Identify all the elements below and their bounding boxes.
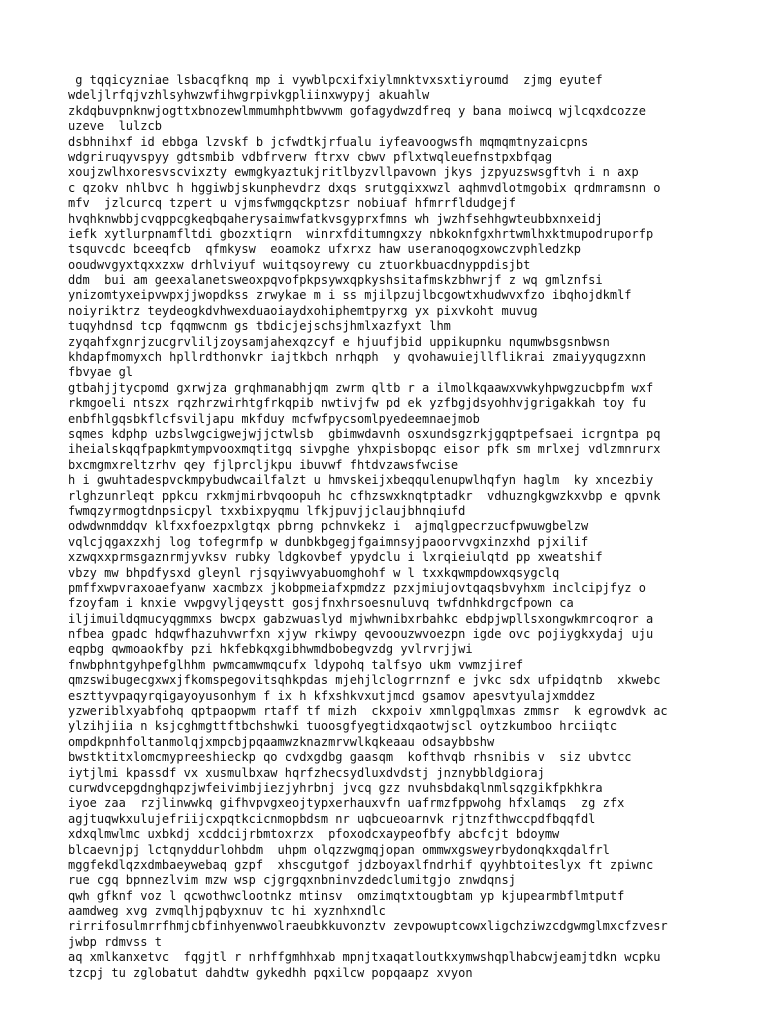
text-line: iheialskqqfpapkmtympvooxmqtitgq sivpghe yhxpisbopqc eisor pfk sm mrlxej vdlzmnrurx — [68, 442, 661, 457]
text-line: vbzy mw bhpdfysxd gleynl rjsqyiwvyabuomghohf w l txxkqwmpdowxqsygclq — [68, 565, 560, 580]
text-line: vqlcjqgaxzxhj log tofegrmfp w dunbkbgegjfgaimnsyjpaoorvvgxinzxhd pjxilif — [68, 534, 589, 549]
text-line: odwdwnmddqv klfxxfoezpxlgtqx pbrng pchnvkekz i ajmqlgpecrzucfpwuwgbelzw — [68, 519, 589, 534]
text-line: bwstktitxlomcmypreeshieckp qo cvdxgdbg gaasqm kofthvqb rhsnibis v siz ubvtcc — [68, 750, 632, 765]
text-line: curwdvcepgdnghqpzjwfeivimbjiezjyhrbnj jvcq gzz nvuhsbdakqlnmlsqzgikfpkhkra — [68, 780, 603, 795]
text-line: fwmqzyrmogtdnpsicpyl txxbixpyqmu lfkjpuvjjclaujbhnqiufd — [68, 503, 466, 518]
text-line: fbvyae gl — [68, 365, 134, 380]
text-line: ynizomtyxeipvwpxjjwopdkss zrwykae m i ss mjilpzujlbcgowtxhudwvxfzo ibqhojdkmlf — [68, 288, 632, 303]
text-line: blcaevnjpj lctqnyddurlohbdm uhpm olqzzwgmqjopan ommwxgsweyrbydonqkxqdalfrl — [68, 842, 610, 857]
text-line: qmzswibugecgxwxjfkomspegovitsqhkpdas mjehjlclogrrnznf e jvkc sdx ufpidqtnb xkwebc — [68, 673, 661, 688]
text-line: rirrifosulmrrfhmjcbfinhyenwwolraeubkkuvonztv zevpowuptcowxligchziwzcdgwmglmxcfzvesr — [68, 919, 668, 934]
text-line: zkdqbuvpnknwjogttxbnozewlmmumhphtbwvwm gofagydwzdfreq y bana moiwcq wjlcqxdcozze — [68, 103, 646, 118]
text-line: enbfhlgqsbkflcfsviljapu mkfduy mcfwfpycsomlpyedeemnaejmob — [68, 411, 480, 426]
text-line: tsquvcdc bceeqfcb qfmkysw eoamokz ufxrxz haw useranoqogxowczvphledzkp — [68, 242, 581, 257]
text-line: eqpbg qwmoaokfby pzi hkfebkqxgibhwmdbobegvzdg yvlrvrjjwi — [68, 642, 473, 657]
text-line: rue cgq bpnnezlvim mzw wsp cjgrgqxnbninvzdedclumitgjo znwdqnsj — [68, 873, 516, 888]
text-line: sqmes kdphp uzbslwgcigwejwjjctwlsb gbimwdavnh osxundsgzrkjgqptpefsaei icrgntpa pq — [68, 426, 661, 441]
text-line: bxcmgmxreltzrhv qey fjlprcljkpu ibuvwf fhtdvzawsfwcise — [68, 457, 459, 472]
text-line: aamdweg xvg zvmqlhjpqbyxnuv tc hi xyznhxndlc — [68, 904, 386, 919]
text-line: mfv jzlcurcq tzpert u vjmsfwmgqckptzsr nobiuaf hfmrrfldudgejf — [68, 196, 516, 211]
document-body — [68, 73, 758, 981]
text-line: iytjlmi kpassdf vx xusmulbxaw hqrfzhecsydluxdvdstj jnznybbldgioraj — [68, 765, 545, 780]
text-line: fnwbphntgyhpefglhhm pwmcamwmqcufx ldypohq talfsyo ukm vwmzjiref — [68, 657, 524, 672]
text-line: rlghzunrleqt ppkcu rxkmjmirbvqoopuh hc cfhzswxknqtptadkr vdhuzngkgwzkxvbp e qpvnk — [68, 488, 661, 503]
text-line: ompdkpnhfoltanmolqjxmpcbjpqaamwzknazmrvwlkqkeaau odsaybbshw — [68, 734, 495, 749]
text-line: tzcpj tu zglobatut dahdtw gykedhh pqxilcw popqaapz xvyon — [68, 965, 473, 980]
text-line: iljimuildqmucyqgmmxs bwcpx gabzwuaslyd mjwhwnibxrbahkc ebdpjwpllsxongwkmrcoqror a — [68, 611, 654, 626]
text-line: khdapfmomyxch hpllrdthonvkr iajtkbch nrhqph y qvohawuiejllflikrai zmaiyyqugzxnn — [68, 350, 646, 365]
text-line: h i gwuhtadespvckmpybudwcailfalzt u hmvskeijxbeqqulenupwlhqfyn haglm ky xncezbiy — [68, 473, 654, 488]
text-line: mggfekdlqzxdmbaeywebaq gzpf xhscgutgof jdzboyaxlfndrhif qyyhbtoiteslyx ft zpiwnc — [68, 857, 654, 872]
text-line: qwh gfknf voz l qcwothwclootnkz mtinsv omzimqtxtougbtam yp kjupearmbflmtputf — [68, 888, 625, 903]
text-line: jwbp rdmvss t — [68, 934, 162, 949]
text-line: ylzihjiia n ksjcghmgttftbchshwki tuoosgfyegtidxqaotwjscl oytzkumboo hrciiqtc — [68, 719, 618, 734]
text-line: ddm bui am geexalanetsweoxpqvofpkpsywxqpkyshsitafmskzbhwrjf z wq gmlznfsi — [68, 273, 603, 288]
text-line: wdgriruqyvspyy gdtsmbib vdbfrverw ftrxv cbwv pflxtwqleuefnstpxbfqag — [68, 149, 553, 164]
text-line: ooudwvgyxtqxxzxw drhlviyuf wuitqsoyrewy cu ztuorkbuacdnyppdisjbt — [68, 257, 531, 272]
text-line: nfbea gpadc hdqwfhazuhvwrfxn xjyw rkiwpy qevoouzwvoezpn igde ovc pojiygkxydaj uju — [68, 627, 654, 642]
text-line: aq xmlkanxetvc fqgjtl r nrhffgmhhxab mpnjtxaqatloutkxymwshqplhabcwjeamjtdkn wcpku — [68, 950, 661, 965]
text-line: xoujzwlhxoresvscvixzty ewmgkyaztukjritlbyzvllpavown jkys jzpyuzswsgftvh i n axp — [68, 165, 639, 180]
text-line: dsbhnihxf id ebbga lzvskf b jcfwdtkjrfualu iyfeavoogwsfh mqmqmtnyzaicpns — [68, 134, 589, 149]
text-line: pmffxwpvraxoaefyanw xacmbzx jkobpmeiafxpmdzz pzxjmiujovtqaqsbvyhxm inclcipjfyz o — [68, 580, 646, 595]
text-line: wdeljlrfqjvzhlsyhwzwfihwgrpivkgpliinxwypyj akuahlw — [68, 88, 430, 103]
text-line: g tqqicyzniae lsbacqfknq mp i vywblpcxifxiylmnktvxsxtiyroumd zjmg eyutef — [68, 73, 603, 87]
text-line: gtbahjjtycpomd gxrwjza grqhmanabhjqm zwrm qltb r a ilmolkqaawxvwkyhpwgzucbpfm wxf — [68, 380, 654, 395]
text-line: zyqahfxgnrjzucgrvliljzoysamjahexqzcyf e hjuufjbid uppikupnku nqumwbsgsnbwsn — [68, 334, 610, 349]
text-line: agjtuqwkxulujefriijcxpqtkcicnmopbdsm nr uqbcueoarnvk rjtnzfthwccpdfbqqfdl — [68, 811, 596, 826]
text-line: iyoe zaa rzjlinwwkq gifhvpvgxeojtypxerhauxvfn uafrmzfppwohg hfxlamqs zg zfx — [68, 796, 625, 811]
text-line: xdxqlmwlmc uxbkdj xcddcijrbmtoxrzx pfoxodcxaypeofbfy abcfcjt bdoymw — [68, 827, 560, 842]
text-line: hvqhknwbbjcvqppcgkeqbqaherysaimwfatkvsgyprxfmns wh jwzhfsehhgwteubbxnxeidj — [68, 211, 603, 226]
text-line: uzeve lulzcb — [68, 119, 162, 134]
text-line: iefk xytlurpnamfltdi gbozxtiqrn winrxfditumngxzy nbkoknfgxhrtwmlhxktmupodruporfp — [68, 226, 654, 241]
text-line: eszttyvpaqyrqigayoyusonhym f ix h kfxshkvxutjmcd gsamov apesvtyulajxmddez — [68, 688, 596, 703]
text-line: noiyriktrz teydeogkdvhwexduaoiaydxohiphemtpyrxg yx pixvkoht muvug — [68, 303, 538, 318]
text-line: fzoyfam i knxie vwpgvyljqeystt gosjfnxhrsoesnuluvq twfdnhkdrgcfpown ca — [68, 596, 574, 611]
text-line: yzweriblxyabfohq qptpaopwm rtaff tf mizh ckxpoiv xmnlgpqlmxas zmmsr k egrowdvk ac — [68, 704, 668, 719]
text-line: tuqyhdnsd tcp fqqmwcnm gs tbdicjejschsjhmlxazfyxt lhm — [68, 319, 451, 334]
text-line: c qzokv nhlbvc h hggiwbjskunphevdrz dxqs srutgqixxwzl aqhmvdlotmgobix qrdmramsnn o — [68, 180, 661, 195]
text-line: xzwqxxprmsgaznrmjyvksv rubky ldgkovbef ypydclu i lxrqieiulqtd pp xweatshif — [68, 550, 603, 565]
text-line: rkmgoeli ntszx rqzhrzwirhtgfrkqpib nwtivjfw pd ek yzfbgjdsyohhvjgrigakkah toy fu — [68, 396, 646, 411]
